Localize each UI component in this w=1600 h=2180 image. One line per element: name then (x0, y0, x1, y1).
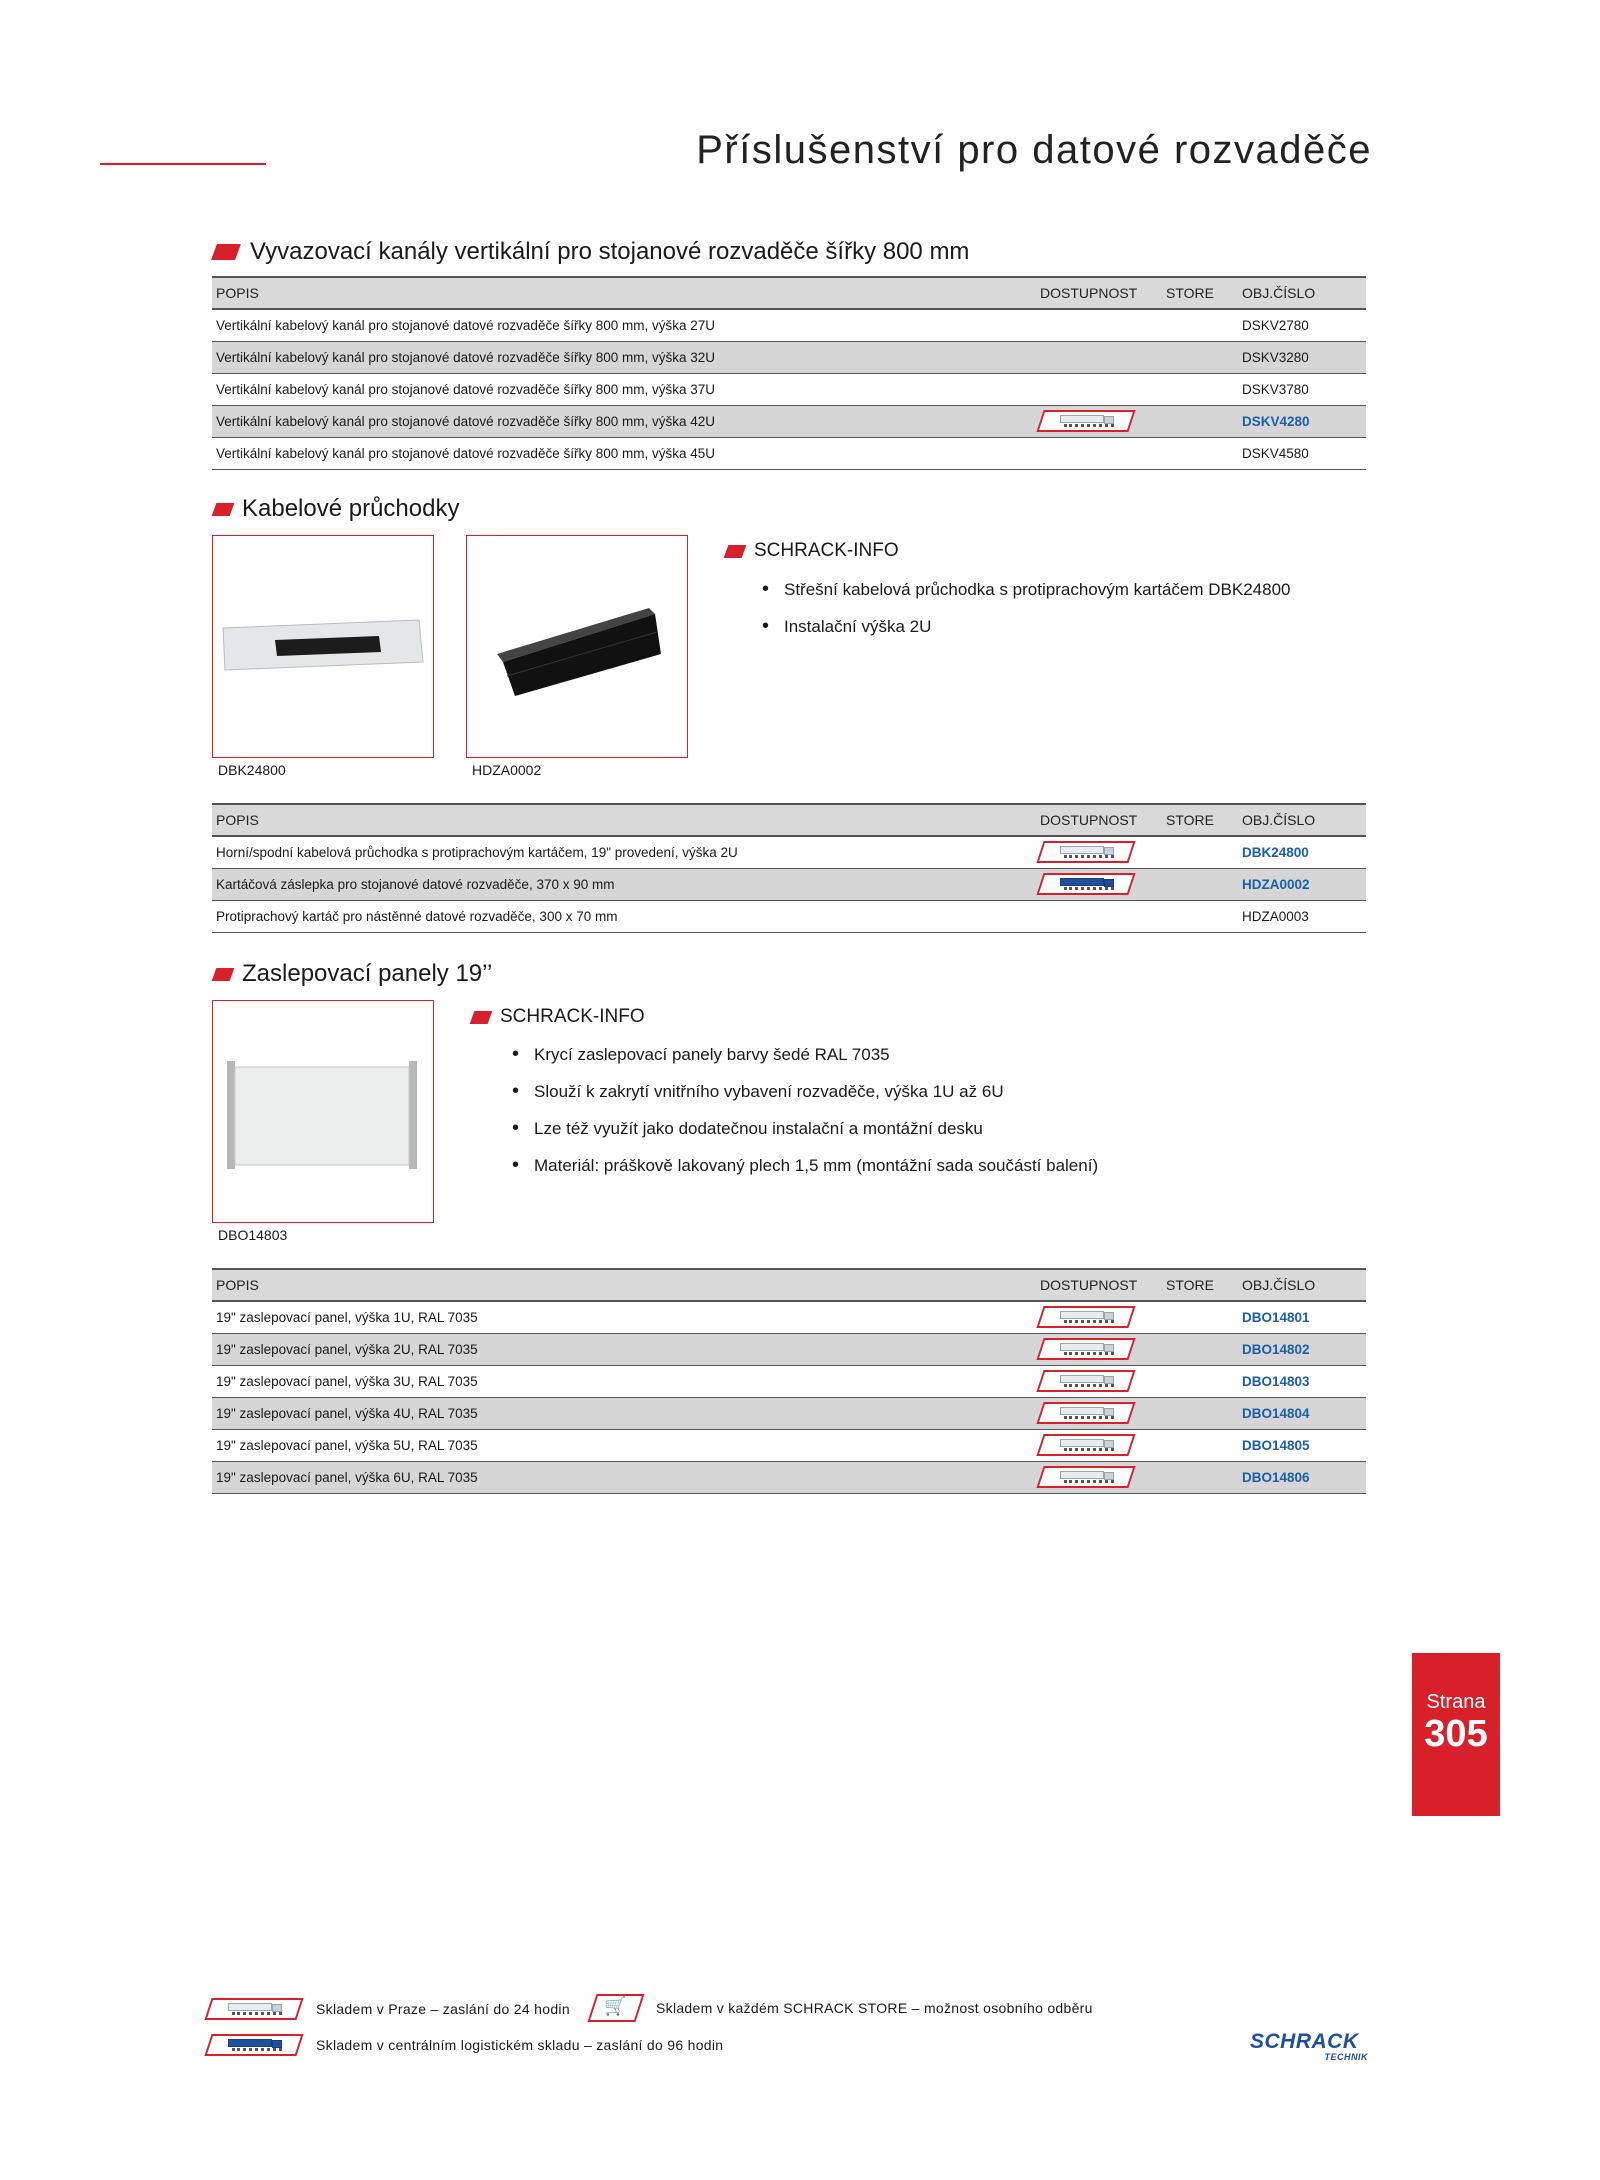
col-header-dostupnost: DOSTUPNOST (1036, 804, 1162, 836)
row-description: 19" zaslepovací panel, výška 1U, RAL 7035 (212, 1301, 1036, 1333)
info-bullet: • Lze též využít jako dodatečnou instalační a montážní desku (508, 1119, 1098, 1139)
row-description: Kartáčová záslepka pro stojanové datové rozvaděče, 370 x 90 mm (212, 868, 1036, 900)
row-description: 19" zaslepovací panel, výška 6U, RAL 7035 (212, 1461, 1036, 1493)
product-code-link[interactable]: DBO14803 (1238, 1365, 1366, 1397)
col-header-dostupnost: DOSTUPNOST (1036, 1269, 1162, 1301)
row-availability (1036, 868, 1162, 900)
info-bullet: • Materiál: práškově lakovaný plech 1,5 mm (montážní sada součástí balení) (508, 1156, 1098, 1176)
row-description: 19" zaslepovací panel, výška 2U, RAL 7035 (212, 1333, 1036, 1365)
row-store (1162, 1365, 1238, 1397)
info-bullet: • Slouží k zakrytí vnitřního vybavení rozvaděče, výška 1U až 6U (508, 1082, 1098, 1102)
image-caption: DBO14803 (218, 1227, 288, 1243)
truck-white-icon (1040, 1338, 1132, 1360)
product-code-link[interactable]: DBK24800 (1238, 836, 1366, 868)
product-code: HDZA0003 (1238, 900, 1366, 932)
row-description: Vertikální kabelový kanál pro stojanové datové rozvaděče šířky 800 mm, výška 42U (212, 405, 1036, 437)
table-row (212, 1301, 1366, 1333)
row-availability (1036, 405, 1162, 437)
table-row (212, 1365, 1366, 1397)
product-code-link[interactable]: DBO14805 (1238, 1429, 1366, 1461)
product-code: DSKV4580 (1238, 437, 1366, 469)
page-label: Strana (1426, 1691, 1486, 1713)
product-code: DSKV2780 (1238, 309, 1366, 341)
row-store (1162, 437, 1238, 469)
red-marker-icon (212, 968, 235, 981)
table-row (212, 341, 1366, 373)
row-store (1162, 868, 1238, 900)
row-store (1162, 900, 1238, 932)
table-row (212, 836, 1366, 868)
top-accent-rule (100, 163, 266, 165)
red-marker-icon (212, 503, 235, 516)
row-availability (1036, 1429, 1162, 1461)
row-description: 19" zaslepovací panel, výška 4U, RAL 7035 (212, 1397, 1036, 1429)
row-store (1162, 836, 1238, 868)
red-marker-icon (724, 545, 747, 558)
row-availability (1036, 373, 1162, 405)
truck-white-icon (1040, 841, 1132, 863)
row-store (1162, 1461, 1238, 1493)
table-row (212, 1333, 1366, 1365)
col-header-popis: POPIS (212, 277, 1036, 309)
col-header-popis: POPIS (212, 804, 1036, 836)
row-availability (1036, 1333, 1162, 1365)
row-description: Vertikální kabelový kanál pro stojanové datové rozvaděče šířky 800 mm, výška 45U (212, 437, 1036, 469)
product-code-link[interactable]: DSKV4280 (1238, 405, 1366, 437)
row-availability (1036, 1301, 1162, 1333)
red-marker-icon (211, 244, 241, 260)
info-bullet: • Instalační výška 2U (758, 617, 1290, 637)
row-description: 19" zaslepovací panel, výška 5U, RAL 7035 (212, 1429, 1036, 1461)
col-header-obj: OBJ.ČÍSLO (1238, 804, 1366, 836)
section-heading-text: Vyvazovací kanály vertikální pro stojanové rozvaděče šířky 800 mm (250, 238, 970, 265)
table-row (212, 1397, 1366, 1429)
truck-white-icon (1040, 1370, 1132, 1392)
table-header-row (212, 804, 1366, 836)
table-row (212, 309, 1366, 341)
row-availability (1036, 1461, 1162, 1493)
col-header-popis: POPIS (212, 1269, 1036, 1301)
schrack-technik-logo: SCHRACK TECHNIK (1250, 2030, 1368, 2062)
info-bullet: • Krycí zaslepovací panely barvy šedé RAL 7035 (508, 1045, 1098, 1065)
product-code-link[interactable]: DBO14802 (1238, 1333, 1366, 1365)
truck-white-icon (1040, 1402, 1132, 1424)
row-store (1162, 405, 1238, 437)
row-availability (1036, 437, 1162, 469)
col-header-store: STORE (1162, 1269, 1238, 1301)
page-number: 305 (1424, 1713, 1488, 1755)
row-description: 19" zaslepovací panel, výška 3U, RAL 7035 (212, 1365, 1036, 1397)
section-heading-text: Zaslepovací panely 19’’ (242, 960, 493, 987)
row-store (1162, 309, 1238, 341)
col-header-dostupnost: DOSTUPNOST (1036, 277, 1162, 309)
truck-white-icon (1040, 410, 1132, 432)
image-caption: HDZA0002 (472, 762, 542, 778)
table-row (212, 1429, 1366, 1461)
section-heading-blank-panels (214, 960, 492, 988)
table-row (212, 437, 1366, 469)
row-store (1162, 1397, 1238, 1429)
page-number-tab (1412, 1653, 1500, 1816)
schrack-info-list (508, 1045, 1098, 1193)
schrack-info-title: SCHRACK-INFO (726, 540, 899, 562)
table-row (212, 405, 1366, 437)
row-description: Protiprachový kartáč pro nástěnné datové rozvaděče, 300 x 70 mm (212, 900, 1036, 932)
schrack-info-title: SCHRACK-INFO (472, 1006, 645, 1028)
row-store (1162, 1333, 1238, 1365)
product-image-dbo14803 (212, 1000, 434, 1223)
truck-white-icon (1040, 1466, 1132, 1488)
legend-central: Skladem v centrálním logistickém skladu – zaslání do 96 hodin (208, 2034, 723, 2056)
table-header-row (212, 1269, 1366, 1301)
truck-blue-icon (1040, 873, 1132, 895)
row-store (1162, 341, 1238, 373)
legend-store: 🛒 Skladem v každém SCHRACK STORE – možnost osobního odběru (592, 1994, 1093, 2022)
red-marker-icon (470, 1011, 493, 1024)
row-availability (1036, 1365, 1162, 1397)
row-store (1162, 373, 1238, 405)
product-code-link[interactable]: DBO14804 (1238, 1397, 1366, 1429)
row-availability (1036, 1397, 1162, 1429)
table-row (212, 373, 1366, 405)
product-code-link[interactable]: HDZA0002 (1238, 868, 1366, 900)
col-header-obj: OBJ.ČÍSLO (1238, 1269, 1366, 1301)
col-header-store: STORE (1162, 804, 1238, 836)
row-description: Horní/spodní kabelová průchodka s protiprachovým kartáčem, 19" provedení, výška 2U (212, 836, 1036, 868)
product-image-dbk24800 (212, 535, 434, 758)
truck-white-icon (1040, 1434, 1132, 1456)
col-header-obj: OBJ.ČÍSLO (1238, 277, 1366, 309)
page-title: Příslušenství pro datové rozvaděče (696, 128, 1372, 172)
product-code: DSKV3280 (1238, 341, 1366, 373)
product-code-link[interactable]: DBO14806 (1238, 1461, 1366, 1493)
info-bullet: • Střešní kabelová průchodka s protiprachovým kartáčem DBK24800 (758, 580, 1290, 600)
product-code-link[interactable]: DBO14801 (1238, 1301, 1366, 1333)
row-availability (1036, 900, 1162, 932)
row-description: Vertikální kabelový kanál pro stojanové datové rozvaděče šířky 800 mm, výška 32U (212, 341, 1036, 373)
section-heading-text: Kabelové průchodky (242, 495, 460, 522)
table-row (212, 900, 1366, 932)
truck-white-icon (1040, 1306, 1132, 1328)
truck-white-icon (208, 1998, 300, 2020)
schrack-info-list (758, 580, 1290, 654)
product-code: DSKV3780 (1238, 373, 1366, 405)
row-store (1162, 1301, 1238, 1333)
row-store (1162, 1429, 1238, 1461)
table-header-row (212, 277, 1366, 309)
col-header-store: STORE (1162, 277, 1238, 309)
table-row (212, 868, 1366, 900)
section-heading-vertical-channels (214, 238, 969, 266)
blank-panels-table (212, 1268, 1366, 1494)
truck-blue-icon (208, 2034, 300, 2056)
table-row (212, 1461, 1366, 1493)
product-image-hdza0002 (466, 535, 688, 758)
row-availability (1036, 341, 1162, 373)
vertical-channels-table (212, 276, 1366, 470)
cable-entries-table (212, 803, 1366, 933)
image-caption: DBK24800 (218, 762, 286, 778)
section-heading-cable-entries (214, 495, 459, 523)
shopping-cart-icon: 🛒 (592, 1994, 640, 2022)
row-description: Vertikální kabelový kanál pro stojanové datové rozvaděče šířky 800 mm, výška 37U (212, 373, 1036, 405)
legend-prague: Skladem v Praze – zaslání do 24 hodin (208, 1998, 570, 2020)
row-availability (1036, 309, 1162, 341)
row-availability (1036, 836, 1162, 868)
row-description: Vertikální kabelový kanál pro stojanové datové rozvaděče šířky 800 mm, výška 27U (212, 309, 1036, 341)
